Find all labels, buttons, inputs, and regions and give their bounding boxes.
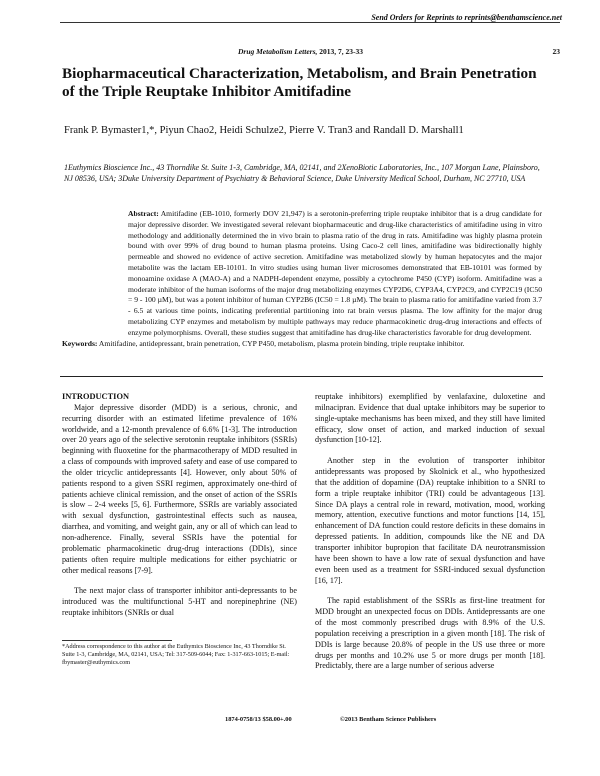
- paragraph: Another step in the evolution of transporter inhibitor antidepressants was proposed by Skolnick et al., who hypothesized that the addition of dopamine (DA) reuptake inhibition to a SNRI to form a triple reuptake inhibitor (TRI) could be advantageous [13]. Since DA plays a central role in reward, motivation, mood, working memory, attention, executive functions and motor functions [14, 15], enhancement of DA function could restore deficits in these domains in depressed patients. In addition, compounds like the NE and DA transporter inhibitor bupropion that facilitate DA neurotransmission have been shown to have a low rate of sexual dysfunction and have even been used as a treatment for SSRI-induced sexual dysfunction [16, 17].: [315, 456, 545, 585]
- abstract: [128, 209, 542, 339]
- abstract-label: Abstract:: [128, 209, 159, 218]
- paragraph: Major depressive disorder (MDD) is a serious, chronic, and recurring disorder with an estimated lifetime prevalence of 16% worldwide, and a 12-month prevalence of 6.6% [1-3]. The introduction over 20 years ago of the selective serotonin reuptake inhibitors (SSRIs) beginning with fluoxetine for the pharmacotherapy of MDD resulted in a class of compounds with improved safety and ease of use compared to the older tricyclic antidepressants [4]. However, only about 50% of patients respond to a given SSRI regimen, approximately one-third of patients achieve clinical remission, and the onset of action of the SSRIs is slow – 2-4 weeks [5, 6]. Furthermore, SSRIs are variably associated with sexual dysfunction, gastrointestinal effects such as nausea, diarrhea, and vomiting, and weight gain, any or all of which can lead to non-adherence. Finally, several SSRIs have the potential for problematic pharmacokinetic drug-drug interactions (DDIs), since patients often require multiple medications for either psychiatric or other medical reasons [7-9].: [62, 402, 297, 575]
- paragraph: The next major class of transporter inhibitor anti-depressants to be introduced was the multifunctional 5-HT and norepinephrine (NE) reuptake inhibitors (SNRIs or dual: [62, 586, 297, 618]
- issn-price: 1874-0758/13 $58.00+.00: [225, 716, 292, 723]
- keywords-text: Amitifadine, antidepressant, brain penetration, CYP P450, metabolism, plasma protein binding, triple reuptake inhibitor.: [98, 339, 465, 348]
- article-title: Biopharmaceutical Characterization, Metabolism, and Brain Penetration of the Triple Reuptake Inhibitor Amitifadine: [62, 65, 537, 100]
- journal-name: Drug Metabolism Letters,: [238, 47, 318, 56]
- right-column: [315, 392, 545, 672]
- section-heading-introduction: INTRODUCTION: [62, 392, 130, 401]
- keywords-label: Keywords:: [62, 339, 98, 348]
- paragraph: The rapid establishment of the SSRIs as first-line treatment for MDD brought an unexpected focus on DDIs. Antidepressants are one of the most commonly prescribed drugs with 8.9% of the U.S. population receiving a prescription in a given month [18]. The risk of DDIs is large because 20.8% of people in the US use three or more drugs per months and 10.2% use 5 or more drugs per month [18]. Predictably, there are a large number of serious adverse: [315, 596, 545, 671]
- header-rule: [60, 22, 560, 23]
- section-divider: [60, 376, 543, 377]
- abstract-text: Amitifadine (EB-1010, formerly DOV 21,947) is a serotonin-preferring triple reuptake inhibitor that is a drug candidate for major depressive disorder. We investigated several relevant biopharmaceutic and drug-like characteristics of amitifadine using in vitro methodology and additionally determined the in vivo brain to plasma ratio of the drug in rats. Amitifadine was highly plasma protein bound with over 99% of drug bound to human plasma proteins. Using Caco-2 cell lines, amitifadine was bidirectionally highly permeable and showed no evidence of active secretion. Amitifadine was metabolized slowly by human hepatocytes and the major metabolite was the lactam EB-10101. In vitro studies using human liver microsomes demonstrated that EB-10101 was formed by monoamine oxidase A (MAO-A) and a NADPH-dependent enzyme, possibly a cytochrome P450 (CYP) isoform. Amitifadine was a moderate inhibitor of the human isoforms of the major drug metabolizing enzymes CYP2D6, CYP3A4, CYP2C9, and CYP2C19 (IC50 = 9 - 100 µM), but was a potent inhibitor of human CYP2B6 (IC50 = 1.8 µM). The brain to plasma ratio for amitifadine varied from 3.7 - 6.5 at various time points, indicating preferential partitioning into rat brain versus plasma. The low affinity for the major drug metabolizing CYP enzymes and metabolism by multiple pathways may reduce pharmacokinetic drug-drug interactions and effects of enzyme polymorphisms. Overall, these studies suggest that amitifadine has drug-like characteristics favorable for drug development.: [128, 209, 542, 337]
- journal-citation: [238, 47, 363, 56]
- page-number: 23: [552, 47, 560, 56]
- keywords: [62, 339, 544, 349]
- affiliations: 1Euthymics Bioscience Inc., 43 Thorndike St. Suite 1-3, Cambridge, MA, 02141, and 2XenoBiotic Laboratories, Inc., 107 Morgan Lane, Plainsboro, NJ 08536, USA; 3Duke University Department of Psychiatry & Behavioral Science, Duke University Medical School, Durham, NC 27710, USA: [64, 163, 540, 183]
- paragraph: reuptake inhibitors) exemplified by venlafaxine, duloxetine and milnacipran. Evidence that dual uptake inhibitors may be superior to single-uptake mechanisms has been mixed, and they still have limited efficacy, slow onset of action, and marked induction of sexual dysfunction [10-12].: [315, 392, 545, 445]
- author-list: Frank P. Bymaster1,*, Piyun Chao2, Heidi Schulze2, Pierre V. Tran3 and Randall D. Marshall1: [64, 125, 464, 136]
- correspondence-footnote: *Address correspondence to this author at the Euthymics Bioscience Inc, 43 Thorndike St. Suite 1-3, Cambridge, MA, 02141, USA; Tel: 317-509-6044; Fax: 1-317-663-1015; E-mail: fbymaster@euthymics.com: [62, 643, 290, 667]
- reprint-notice: Send Orders for Reprints to reprints@benthamscience.net: [371, 13, 562, 22]
- left-column: [62, 392, 297, 619]
- footnote-rule: [62, 640, 172, 641]
- publisher-copyright: ©2013 Bentham Science Publishers: [340, 716, 437, 723]
- journal-year-volume: 2013, 7, 23-33: [319, 47, 364, 56]
